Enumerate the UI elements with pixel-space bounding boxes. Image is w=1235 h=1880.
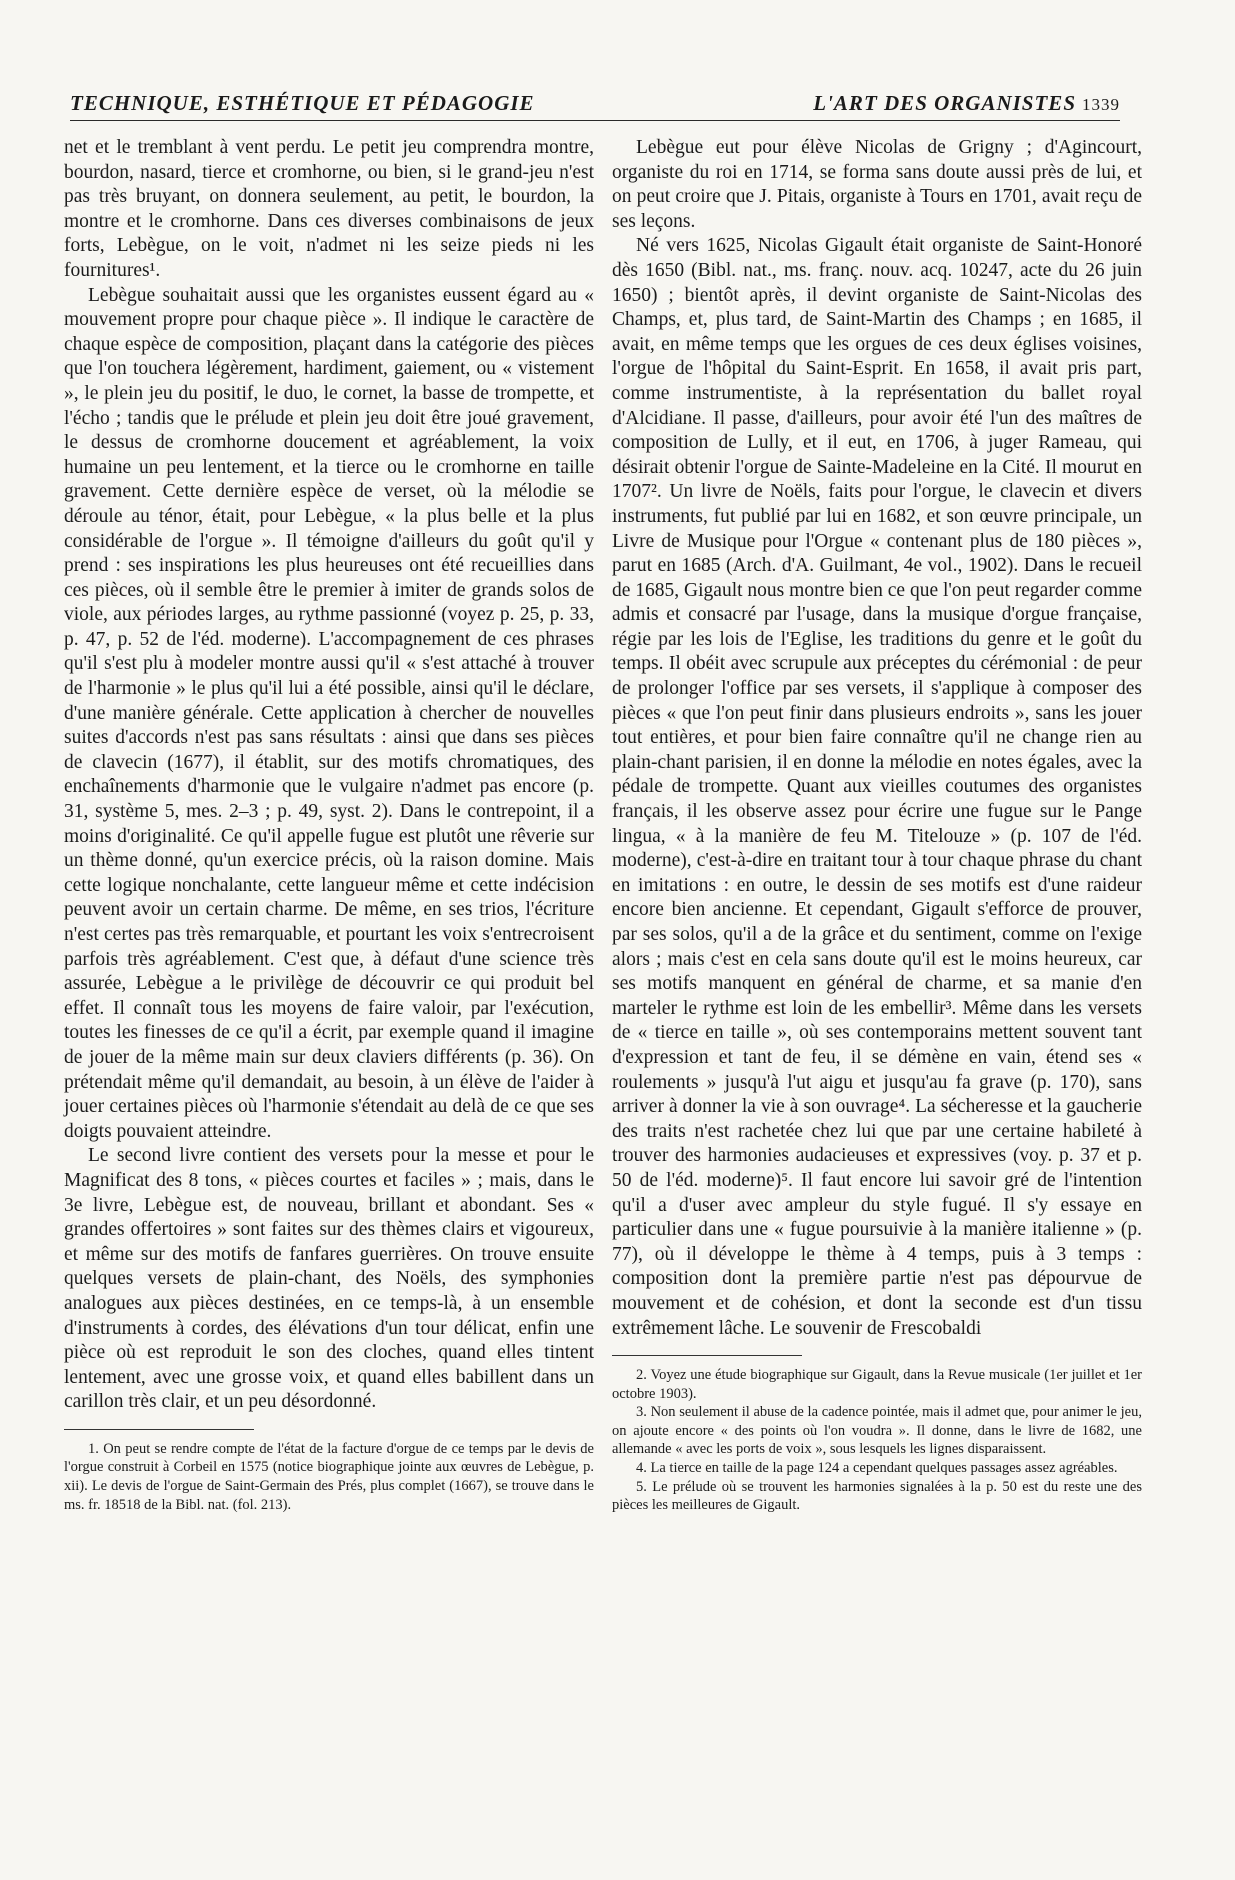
left-column <box>64 136 594 1514</box>
footnote: 3. Non seulement il abuse de la cadence pointée, mais il admet que, pour animer le jeu, on ajoute encore « des points où l'on voudra ». Il donne, dans le livre de 1682, une allemande « avec les ports de voix », sous lesquels les lignes disparaissent. <box>612 1404 1142 1458</box>
footnote: 5. Le prélude où se trouvent les harmonies signalées à la p. 50 est du reste une des pièces les meilleures de Gigault. <box>612 1478 1142 1514</box>
right-column <box>612 136 1142 1515</box>
paragraph: Lebègue eut pour élève Nicolas de Grigny ; d'Agincourt, organiste du roi en 1714, se forma sans doute aussi près de lui, et on peut croire que J. Pitais, organiste à Tours en 1701, avait reçu de ses leçons. <box>612 137 1142 232</box>
paragraph: Le second livre contient des versets pour la messe et pour le Magnificat des 8 tons, « pièces courtes et faciles » ; mais, dans le 3e livre, Lebègue est, de nouveau, brillant et abondant. Ses « grandes offertoires » sont faites sur des thèmes clairs et vigoureux, et même sur des motifs de fanfares guerrières. On trouve ensuite quelques versets de plain-chant, des Noëls, des symphonies analogues aux pièces destinées, en ce temps-là, à un ensemble d'instruments à cordes, des élévations d'un tour délicat, enfin une pièce où est reproduit le son des cloches, quand elles tintent lentement, avec une grosse voix, et quand elles babillent dans un carillon très clair, et un peu désordonné. <box>64 1145 594 1413</box>
running-header-title-group <box>813 91 1120 116</box>
footnote: 4. La tierce en taille de la page 124 a cependant quelques passages assez agréables. <box>636 1460 1118 1477</box>
footnote: 2. Voyez une étude biographique sur Gigault, dans la Revue musicale (1er juillet et 1er octobre 1903). <box>612 1367 1142 1402</box>
footnote-separator <box>64 1429 254 1430</box>
paragraph: Né vers 1625, Nicolas Gigault était organiste de Saint-Honoré dès 1650 (Bibl. nat., ms. franç. nouv. acq. 10247, acte du 26 juin 1650) ; bientôt après, il devint organiste de Saint-Nicolas des Champs, et, plus tard, de Saint-Martin des Champs ; en 1685, il avait, en même temps que les orgues de ces deux églises voisines, l'orgue de l'hôpital du Saint-Esprit. En 1658, il avait pris part, comme instrumentiste, à la représentation du ballet royal d'Alcidiane. Il passe, d'ailleurs, pour avoir été l'un des maîtres de composition de Lully, et il eut, en 1706, à juger Rameau, qui désirait obtenir l'orgue de Sainte-Madeleine en la Cité. Il mourut en 1707². Un livre de Noëls, faits pour l'orgue, le clavecin et divers instruments, fut publié par lui en 1682, et son œuvre principale, un Livre de Musique pour l'Orgue « contenant plus de 180 pièces », parut en 1685 (Arch. d'A. Guilmant, 4e vol., 1902). Dans le recueil de 1685, Gigault nous montre bien ce que l'on peut regarder comme admis et consacré par l'usage, dans la musique d'orgue française, régie par les lois de l'Eglise, les traditions du genre et le goût du temps. Il obéit avec scrupule aux préceptes du cérémonial : de peur de prolonger l'office par ses versets, il s'applique à composer des pièces « que l'on peut finir dans plusieurs endroits », sans les jouer tout entières, et pour bien faire connaître qu'il ne change rien au plain-chant parisien, il en donne la mélodie en notes égales, avec la pédale de trompette. Quant aux vieilles coutumes des organistes français, il les observe assez pour écrire une fugue sur le Pange lingua, « à la manière de feu M. Titelouze » (p. 107 de l'éd. moderne), c'est-à-dire en traitant tour à tour chaque phrase du chant en imitations : en outre, le dessin de ses motifs est d'une raideur encore bien ancienne. Et cependant, Gigault s'efforce de prouver, par ses solos, qu'il a de la grâce et du sentiment, comme on l'exige alors ; mais c'est en cela sans doute qu'il est le moins heureux, car ses motifs manquent en général de charme, et sa manie d'en marteler le rythme est loin de les embellir³. Même dans les versets de « tierce en taille », où ses contemporains mettent souvent tant d'expression et tant de feu, il se démène en vain, étend ses « roulements » jusqu'à l'ut aigu et jusqu'au fa grave (p. 170), sans arriver à donner la vie à son ouvrage⁴. La sécheresse et la gaucherie des traits n'est rachetée chez lui que par une certaine habileté à trouver des harmonies audacieuses et expressives (voy. p. 37 et p. 50 de l'éd. moderne)⁵. Il faut encore lui savoir gré de l'intention qu'il a d'user avec ampleur du style fugué. Il s'y essaye en particulier dans une « fugue poursuivie à la manière italienne » (p. 77), où il développe le thème à 4 temps, puis à 3 temps : composition dont la première partie n'est pas dépourvue de mouvement et de cohésion, et dont la seconde est d'un tissu extrêmement lâche. Le souvenir de Frescobaldi <box>612 235 1142 1339</box>
running-header-title: L'ART DES ORGANISTES <box>813 91 1076 115</box>
footnote: 1. On peut se rendre compte de l'état de la facture d'orgue de ce temps par le devis de l'orgue construit à Corbeil en 1575 (notice biographique jointe aux œuvres de Lebègue, p. xii). Le devis de l'orgue de Saint-Germain des Prés, plus complet (1667), se trouve dans le ms. fr. 18518 de la Bibl. nat. (fol. 213). <box>64 1440 594 1513</box>
page-number: 1339 <box>1082 95 1120 114</box>
running-header-section: TECHNIQUE, ESTHÉTIQUE ET PÉDAGOGIE <box>70 91 535 115</box>
running-header <box>70 92 1120 121</box>
paragraph: net et le tremblant à vent perdu. Le petit jeu comprendra montre, bourdon, nasard, tierce et cromhorne, ou bien, si le grand-jeu n'est pas très bruyant, on donnera seulement, au petit, le bourdon, la montre et le cromhorne. Dans ces diverses combinaisons de jeux forts, Lebègue, on le voit, n'admet ni les seize pieds ni les fournitures¹. <box>64 137 594 281</box>
paragraph: Lebègue souhaitait aussi que les organistes eussent égard au « mouvement propre pour chaque pièce ». Il indique le caractère de chaque espèce de composition, plaçant dans la catégorie des pièces que l'on touchera légèrement, hardiment, gaiement, ou « vistement », le plein jeu du positif, le duo, le cornet, la basse de trompette, et l'écho ; tandis que le prélude et plein jeu doit être joué gravement, le dessus de cromhorne doucement et agréablement, la voix humaine un peu lentement, et la tierce ou le cromhorne en taille gravement. Cette dernière espèce de verset, où la mélodie se déroule au ténor, était, pour Lebègue, « la plus belle et la plus considérable de l'orgue ». Il témoigne d'ailleurs du goût qu'il y prend : ses inspirations les plus heureuses ont été recueillies dans ces pièces, où il semble être le premier à imiter de grands solos de viole, aux périodes larges, au rythme passionné (voyez p. 25, p. 33, p. 47, p. 52 de l'éd. moderne). L'accompagnement de ces phrases qu'il s'est plu à modeler montre aussi qu'il « s'est attaché à trouver de l'harmonie » le plus qu'il lui a été possible, ainsi qu'il le déclare, d'une manière générale. Cette application à chercher de nouvelles suites d'accords n'est pas sans résultats : ainsi que dans ses pièces de clavecin (1677), il établit, sur des motifs chromatiques, des enchaînements d'harmonie que le vulgaire n'admet pas encore (p. 31, système 5, mes. 2–3 ; p. 49, syst. 2). Dans le contrepoint, il a moins d'originalité. Ce qu'il appelle fugue est plutôt une rêverie sur un thème donné, qu'un exercice précis, où la raison domine. Mais cette logique nonchalante, cette langueur même et cette indécision peuvent avoir un certain charme. De même, en ses trios, l'écriture n'est certes pas très remarquable, et pourtant les voix s'entrecroisent parfois très agréablement. C'est que, à défaut d'une science très assurée, Lebègue a le privilège de découvrir ce qui produit bel effet. Il connaît tous les moyens de faire valoir, par l'exécution, toutes les finesses de ce qu'il a écrit, par exemple quand il imagine de jouer de la même main sur deux claviers différents (p. 36). On prétendait même qu'il demandait, au besoin, à un élève de l'aider à jouer certaines pièces où l'harmonie s'étendait au delà de ce que ses doigts pouvaient atteindre. <box>64 284 594 1142</box>
footnote-separator <box>612 1355 802 1356</box>
